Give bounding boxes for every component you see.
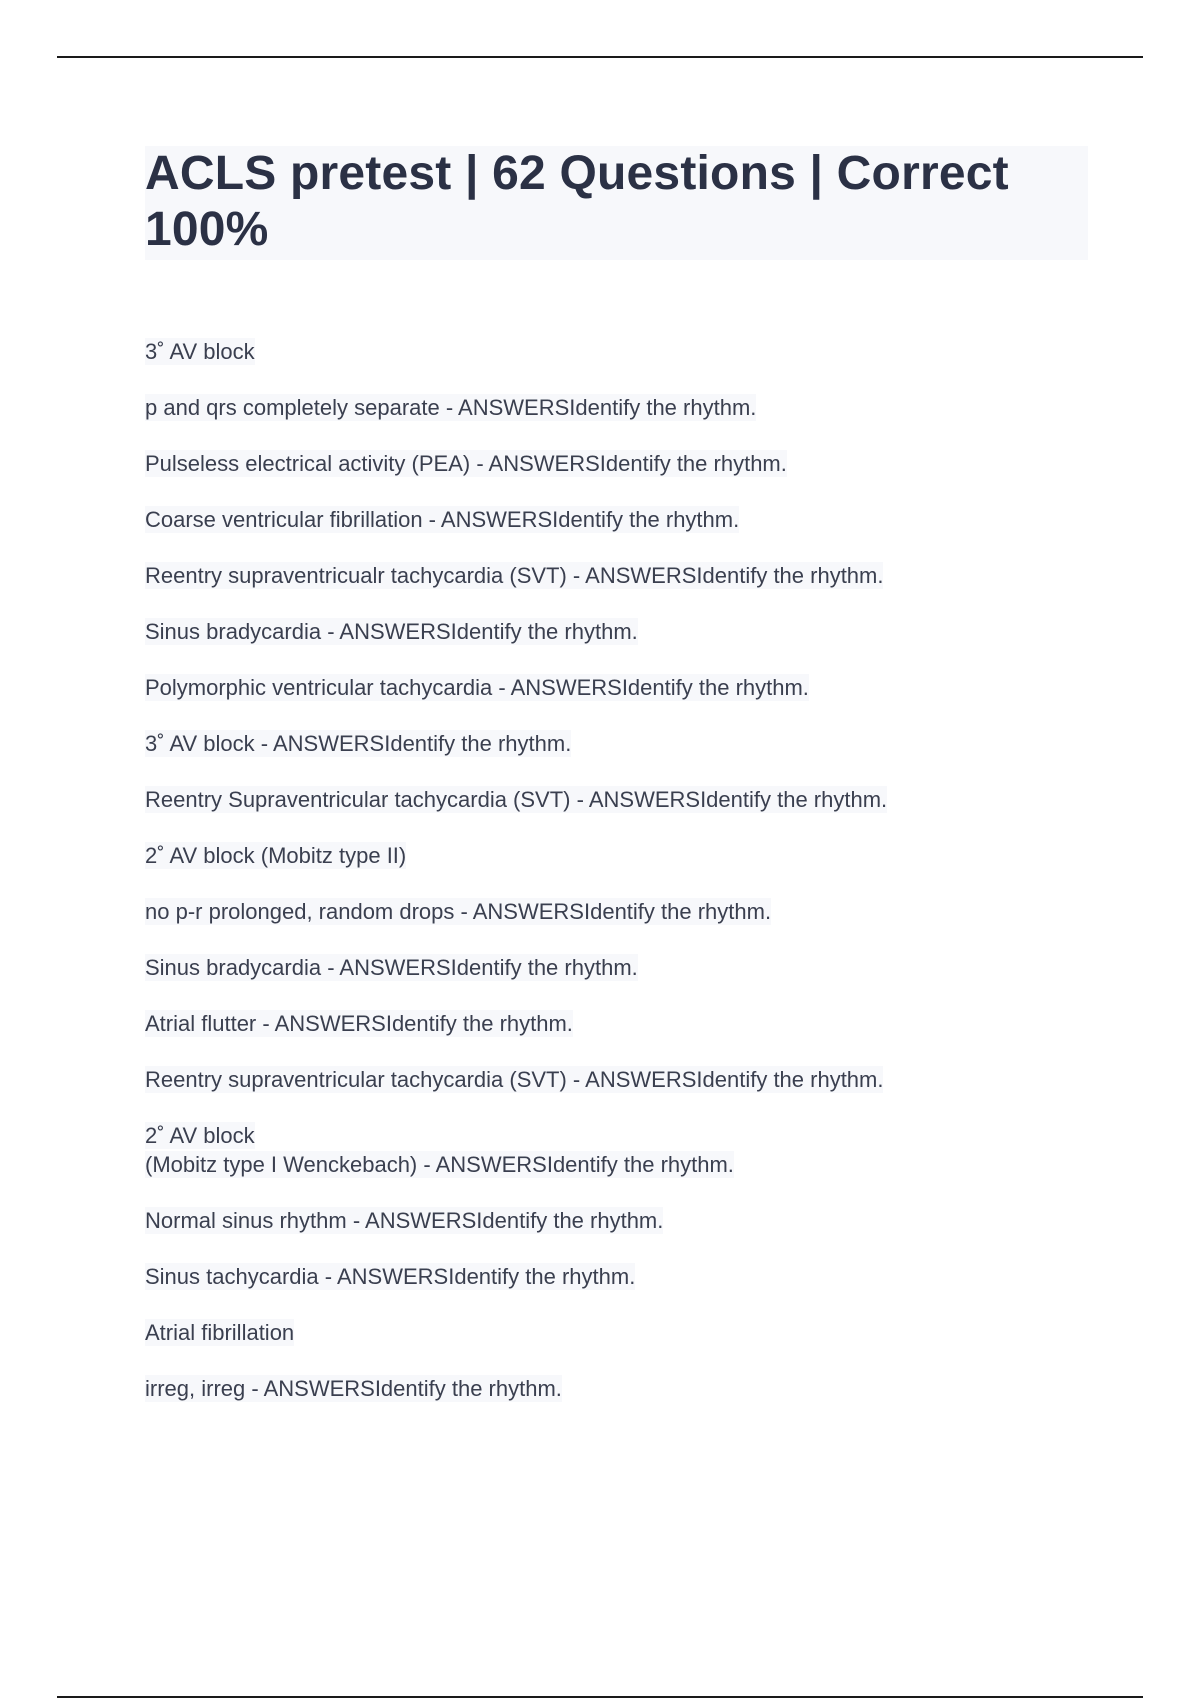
entry-text: 3˚ AV block - ANSWERSIdentify the rhythm. <box>145 731 572 756</box>
top-rule <box>57 56 1143 58</box>
entry-text: Normal sinus rhythm - ANSWERSIdentify the rhythm. <box>145 1208 664 1233</box>
entry-item <box>145 1121 1045 1179</box>
entry-item <box>145 393 1045 422</box>
entry-item <box>145 617 1045 646</box>
entry-item <box>145 1374 1045 1403</box>
entry-item <box>145 897 1045 926</box>
entry-text: Atrial fibrillation <box>145 1320 295 1345</box>
entry-text: irreg, irreg - ANSWERSIdentify the rhythm. <box>145 1376 562 1401</box>
entry-item <box>145 1065 1045 1094</box>
entry-text: p and qrs completely separate - ANSWERSIdentify the rhythm. <box>145 395 757 420</box>
entry-item <box>145 785 1045 814</box>
entry-text: Sinus bradycardia - ANSWERSIdentify the rhythm. <box>145 619 638 644</box>
entry-text: 2˚ AV block (Mobitz type II) <box>145 843 407 868</box>
entry-text: Reentry supraventricular tachycardia (SVT) - ANSWERSIdentify the rhythm. <box>145 1067 884 1092</box>
entry-item <box>145 505 1045 534</box>
bottom-rule <box>57 1696 1143 1698</box>
entry-item <box>145 1009 1045 1038</box>
entry-text: Atrial flutter - ANSWERSIdentify the rhythm. <box>145 1011 573 1036</box>
entry-text: Sinus bradycardia - ANSWERSIdentify the rhythm. <box>145 955 638 980</box>
title-block <box>145 146 1088 260</box>
entry-item <box>145 1318 1045 1347</box>
entry-item <box>145 729 1045 758</box>
entry-item <box>145 841 1045 870</box>
page-title: ACLS pretest | 62 Questions | Correct 100% <box>145 147 1009 256</box>
entry-item <box>145 1206 1045 1235</box>
entry-text: Reentry Supraventricular tachycardia (SVT) - ANSWERSIdentify the rhythm. <box>145 787 888 812</box>
entry-item <box>145 1262 1045 1291</box>
entry-list <box>145 337 1045 1403</box>
entry-text: 2˚ AV block (Mobitz type I Wenckebach) - ANSWERSIdentify the rhythm. <box>145 1123 734 1177</box>
entry-text: Coarse ventricular fibrillation - ANSWERSIdentify the rhythm. <box>145 507 740 532</box>
entry-text: Reentry supraventricualr tachycardia (SVT) - ANSWERSIdentify the rhythm. <box>145 563 884 588</box>
entry-item <box>145 449 1045 478</box>
entry-item <box>145 953 1045 982</box>
entry-text: Polymorphic ventricular tachycardia - ANSWERSIdentify the rhythm. <box>145 675 809 700</box>
entry-item <box>145 561 1045 590</box>
entry-item <box>145 673 1045 702</box>
entry-item <box>145 337 1045 366</box>
entry-text: Sinus tachycardia - ANSWERSIdentify the rhythm. <box>145 1264 636 1289</box>
entry-text: no p-r prolonged, random drops - ANSWERSIdentify the rhythm. <box>145 899 772 924</box>
entry-text: 3˚ AV block <box>145 339 255 364</box>
entry-text: Pulseless electrical activity (PEA) - ANSWERSIdentify the rhythm. <box>145 451 787 476</box>
